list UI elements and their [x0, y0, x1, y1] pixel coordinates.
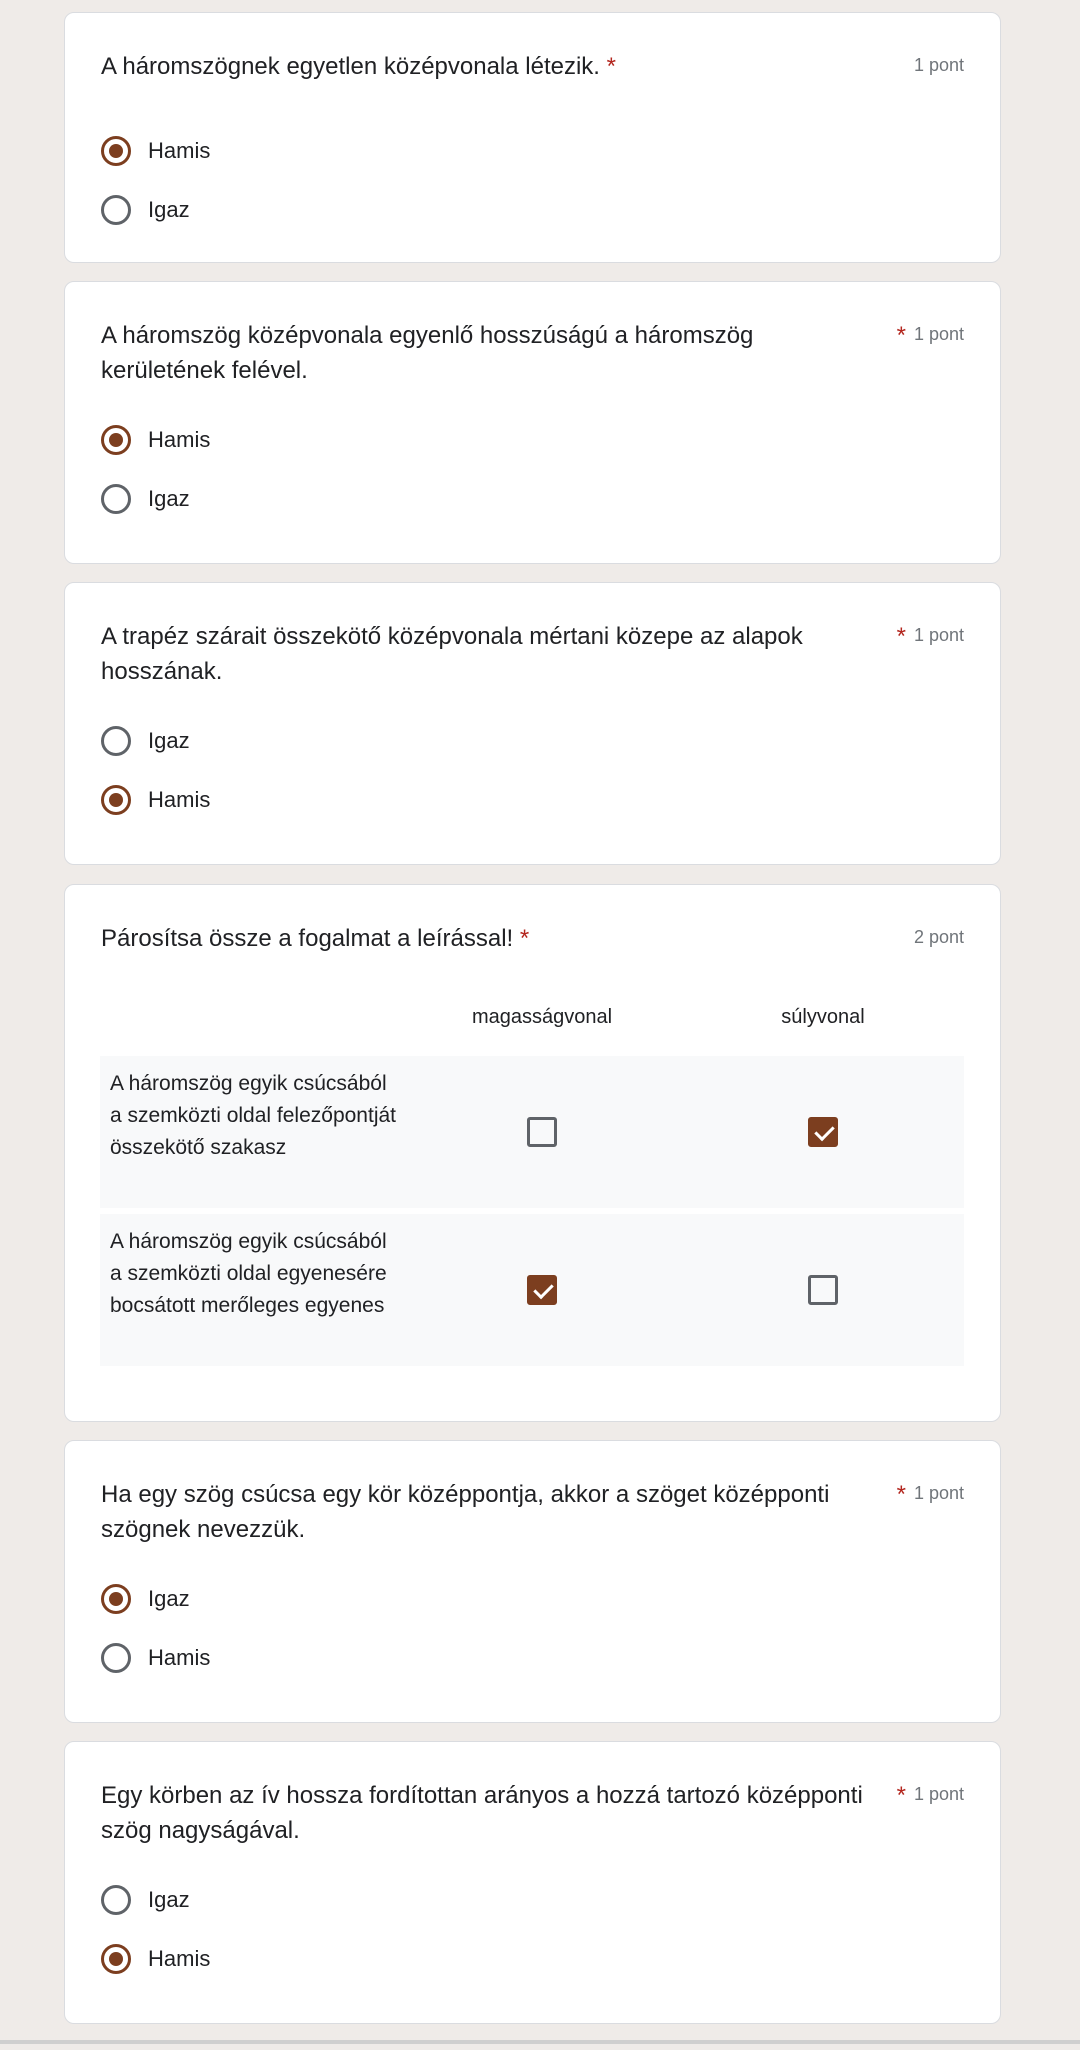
option-label: Hamis	[148, 1645, 211, 1670]
option-hamis[interactable]	[101, 782, 501, 818]
points-label: 1 pont	[913, 1483, 964, 1503]
radio-button[interactable]	[101, 1885, 131, 1915]
option-hamis[interactable]	[101, 1941, 501, 1977]
option-label: Igaz	[148, 197, 190, 222]
option-label: Igaz	[148, 486, 190, 511]
question-title: Egy körben az ív hossza fordítottan arányos a hozzá tartozó középponti szög nagyságával.	[101, 1782, 863, 1844]
radio-button-selected[interactable]	[101, 1944, 131, 1974]
question-card-3	[64, 582, 1001, 865]
option-igaz[interactable]	[101, 1882, 501, 1918]
required-asterisk: *	[896, 1782, 906, 1809]
grid-checkbox-checked[interactable]	[527, 1275, 557, 1305]
grid-column-header: magasságvonal	[471, 1006, 613, 1028]
required-asterisk: *	[606, 53, 616, 80]
radio-button-selected[interactable]	[101, 1584, 131, 1614]
grid-row-label: A háromszög egyik csúcsából a szemközti oldal egyenesére bocsátott merőleges egyenes	[110, 1230, 387, 1317]
question-card-1	[64, 12, 1001, 263]
radio-button-selected[interactable]	[101, 425, 131, 455]
question-title: A háromszög középvonala egyenlő hosszúságú a háromszög kerületének felével.	[101, 322, 754, 384]
option-label: Hamis	[148, 787, 211, 812]
required-asterisk: *	[896, 1481, 906, 1508]
points-label: 1 pont	[913, 324, 964, 344]
question-title: A háromszögnek egyetlen középvonala létezik. *	[101, 53, 616, 80]
points-label: 1 pont	[913, 1784, 964, 1804]
points-label: 2 pont	[913, 927, 964, 947]
required-asterisk: *	[519, 925, 530, 952]
question-card-5	[64, 1440, 1001, 1723]
option-hamis[interactable]	[101, 422, 501, 458]
radio-button-selected[interactable]	[101, 785, 131, 815]
question-title: Párosítsa össze a fogalmat a leírással! *	[101, 925, 530, 952]
bottom-divider	[0, 2040, 1080, 2044]
option-label: Hamis	[148, 1946, 211, 1971]
grid-checkbox[interactable]	[527, 1117, 557, 1147]
grid-checkbox-checked[interactable]	[808, 1117, 838, 1147]
option-igaz[interactable]	[101, 1581, 501, 1617]
radio-button[interactable]	[101, 484, 131, 514]
points-label: 1 pont	[913, 625, 964, 645]
required-asterisk: *	[896, 322, 906, 349]
question-card-6	[64, 1741, 1001, 2024]
option-igaz[interactable]	[101, 481, 501, 517]
grid-row-label: A háromszög egyik csúcsából a szemközti oldal felezőpontját összekötő szakasz	[110, 1072, 396, 1159]
question-title: A trapéz szárait összekötő középvonala mértani közepe az alapok hosszának.	[101, 623, 803, 685]
radio-button[interactable]	[101, 1643, 131, 1673]
option-label: Igaz	[148, 728, 190, 753]
option-hamis[interactable]	[101, 1640, 501, 1676]
option-label: Igaz	[148, 1887, 190, 1912]
radio-button[interactable]	[101, 195, 131, 225]
radio-button-selected[interactable]	[101, 136, 131, 166]
option-label: Hamis	[148, 427, 211, 452]
option-label: Igaz	[148, 1586, 190, 1611]
points-label: 1 pont	[913, 55, 964, 75]
option-igaz[interactable]	[101, 723, 501, 759]
grid-column-header: súlyvonal	[781, 1006, 865, 1028]
grid-row-2	[100, 1214, 964, 1366]
option-label: Hamis	[148, 138, 211, 163]
question-card-2	[64, 281, 1001, 564]
radio-button[interactable]	[101, 726, 131, 756]
required-asterisk: *	[896, 623, 906, 650]
question-title: Ha egy szög csúcsa egy kör középpontja, akkor a szöget középponti szögnek nevezzük.	[101, 1481, 830, 1543]
option-igaz[interactable]	[101, 192, 501, 228]
grid-row-1	[100, 1056, 964, 1208]
grid-checkbox[interactable]	[808, 1275, 838, 1305]
option-hamis[interactable]	[101, 133, 501, 169]
